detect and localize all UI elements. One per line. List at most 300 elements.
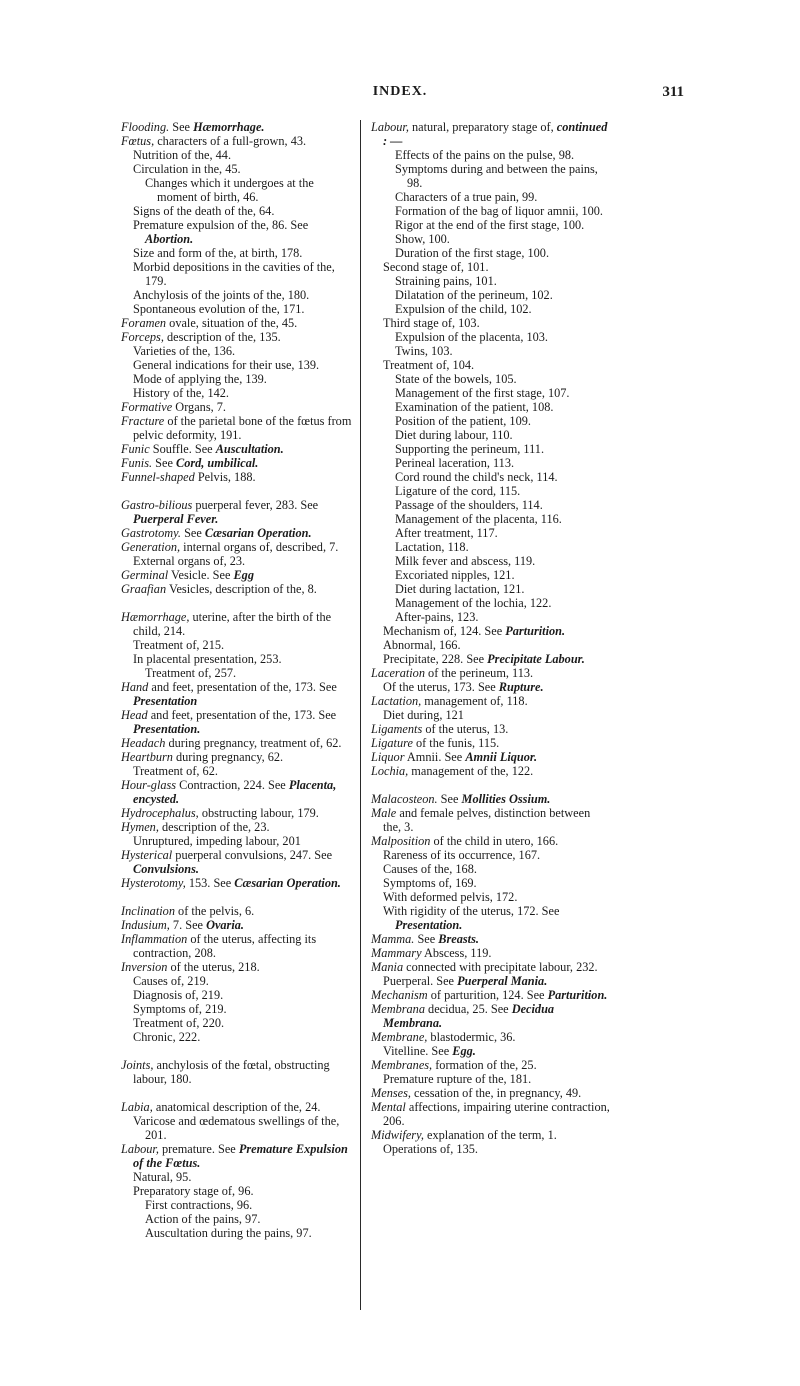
entry-text: Nutrition of the, 44.	[133, 148, 232, 162]
index-subentry	[121, 1114, 354, 1142]
entry-text: Circulation in the, 45.	[133, 162, 241, 176]
entry-text: 7. See	[169, 918, 207, 932]
index-subentry	[121, 1184, 354, 1198]
index-entry	[121, 400, 354, 414]
entry-text: characters of a full-grown, 43.	[154, 134, 307, 148]
entry-headword: Flooding.	[121, 120, 170, 134]
entry-headword: Gastro-bilious	[121, 498, 193, 512]
index-subentry	[121, 554, 354, 568]
index-entry	[371, 1002, 611, 1030]
index-entry	[371, 750, 611, 764]
index-subentry	[121, 974, 354, 988]
index-subentry	[121, 288, 354, 302]
entry-headword: Hæmorrhage,	[121, 610, 190, 624]
cross-reference: continued : —	[383, 120, 608, 148]
index-entry	[371, 960, 611, 974]
entry-text: description of the, 23.	[158, 820, 270, 834]
index-subentry	[371, 386, 611, 400]
index-subentry	[121, 372, 354, 386]
index-subentry	[371, 540, 611, 554]
cross-reference: Puerperal Mania.	[457, 974, 548, 988]
entry-headword: Inflammation	[121, 932, 188, 946]
entry-text: State of the bowels, 105.	[395, 372, 517, 386]
index-entry	[371, 736, 611, 750]
index-subentry	[371, 1072, 611, 1086]
entry-headword: Mechanism	[371, 988, 428, 1002]
entry-headword: Mamma.	[371, 932, 415, 946]
index-entry	[371, 666, 611, 680]
index-entry	[121, 582, 354, 596]
cross-reference: Convulsions.	[133, 862, 199, 876]
index-subentry	[121, 666, 354, 680]
index-subentry	[121, 988, 354, 1002]
section-gap	[121, 596, 354, 610]
entry-text: After-pains, 123.	[395, 610, 479, 624]
entry-text: Vesicles, description of the, 8.	[166, 582, 317, 596]
entry-text: Position of the patient, 109.	[395, 414, 531, 428]
entry-headword: Hydrocephalus,	[121, 806, 199, 820]
entry-text: Amnii. See	[404, 750, 466, 764]
entry-text: Preparatory stage of, 96.	[133, 1184, 254, 1198]
index-entry	[121, 708, 354, 736]
entry-text: Contraction, 224. See	[176, 778, 289, 792]
entry-text: External organs of, 23.	[133, 554, 246, 568]
index-subentry	[371, 274, 611, 288]
entry-headword: Indusium,	[121, 918, 170, 932]
entry-text: Diagnosis of, 219.	[133, 988, 224, 1002]
entry-text: of the uterus, 13.	[422, 722, 509, 736]
entry-text: Puerperal. See	[383, 974, 458, 988]
entry-text: management of the, 122.	[408, 764, 534, 778]
entry-text: Straining pains, 101.	[395, 274, 497, 288]
index-entry	[121, 330, 354, 344]
entry-headword: Mental	[371, 1100, 406, 1114]
entry-headword: Lactation,	[371, 694, 422, 708]
index-subentry	[121, 1030, 354, 1044]
index-subentry	[371, 400, 611, 414]
entry-text: Rigor at the end of the first stage, 100.	[395, 218, 585, 232]
cross-reference: Decidua Membrana.	[383, 1002, 555, 1030]
entry-headword: Funis.	[121, 456, 153, 470]
index-entry	[121, 134, 354, 148]
index-subentry	[121, 302, 354, 316]
cross-reference: Presentation	[133, 694, 198, 708]
entry-headword: Ligaments	[371, 722, 423, 736]
entry-text: Precipitate, 228. See	[383, 652, 488, 666]
entry-text: of the parietal bone of the fœtus from pelvic deformity, 191.	[133, 414, 352, 442]
entry-text: formation of the, 25.	[432, 1058, 537, 1072]
index-entry	[121, 1058, 354, 1086]
index-entry	[371, 792, 611, 806]
index-subentry	[121, 358, 354, 372]
entry-text: Examination of the patient, 108.	[395, 400, 554, 414]
index-entry	[371, 694, 611, 708]
entry-text: Spontaneous evolution of the, 171.	[133, 302, 305, 316]
entry-headword: Labour,	[371, 120, 409, 134]
entry-text: Changes which it undergoes at the moment of birth, 46.	[145, 176, 314, 204]
entry-text: Operations of, 135.	[383, 1142, 478, 1156]
entry-text: premature. See	[158, 1142, 239, 1156]
cross-reference: Parturition.	[547, 988, 608, 1002]
index-subentry	[371, 582, 611, 596]
entry-text: of the perineum, 113.	[424, 666, 534, 680]
index-entry	[121, 778, 354, 806]
entry-text: Rareness of its occurrence, 167.	[383, 848, 541, 862]
entry-text: Premature expulsion of the, 86. See	[133, 218, 309, 232]
index-entry	[371, 1058, 611, 1072]
entry-headword: Membrana	[371, 1002, 425, 1016]
index-subentry	[121, 834, 354, 848]
entry-text: Organs, 7.	[172, 400, 226, 414]
entry-text: during pregnancy, treatment of, 62.	[165, 736, 342, 750]
entry-text: Chronic, 222.	[133, 1030, 201, 1044]
entry-text: Perineal laceration, 113.	[395, 456, 515, 470]
entry-text: General indications for their use, 139.	[133, 358, 320, 372]
entry-text: of the uterus, 218.	[167, 960, 260, 974]
entry-text: Unruptured, impeding labour, 201	[133, 834, 301, 848]
index-subentry	[121, 1198, 354, 1212]
entry-text: internal organs of, described, 7.	[180, 540, 339, 554]
entry-headword: Mammary	[371, 946, 422, 960]
entry-headword: Graafian	[121, 582, 167, 596]
index-subentry	[371, 316, 611, 330]
entry-headword: Lochia,	[371, 764, 409, 778]
index-subentry	[371, 204, 611, 218]
index-entry	[121, 120, 354, 134]
index-entry	[371, 932, 611, 946]
entry-text: See	[437, 792, 462, 806]
entry-text: during pregnancy, 62.	[172, 750, 284, 764]
entry-headword: Mania	[371, 960, 404, 974]
entry-text: Mode of applying the, 139.	[133, 372, 267, 386]
index-entry	[121, 414, 354, 442]
index-subentry	[371, 596, 611, 610]
entry-text: First contractions, 96.	[145, 1198, 253, 1212]
entry-text: of the uterus, affecting its contraction, 208.	[133, 932, 317, 960]
cross-reference: Presentation.	[133, 722, 201, 736]
cross-reference: Cæsarian Operation.	[204, 526, 312, 540]
entry-text: and feet, presentation of the, 173. See	[147, 708, 337, 722]
index-entry	[121, 1100, 354, 1114]
index-subentry	[371, 498, 611, 512]
index-entry	[121, 918, 354, 932]
index-subentry	[371, 456, 611, 470]
index-subentry	[371, 680, 611, 694]
index-subentry	[371, 288, 611, 302]
index-subentry	[371, 904, 611, 932]
index-subentry	[121, 148, 354, 162]
section-gap	[121, 1086, 354, 1100]
entry-headword: Menses,	[371, 1086, 411, 1100]
entry-text: Treatment of, 62.	[133, 764, 218, 778]
entry-headword: Foramen	[121, 316, 167, 330]
index-entry	[371, 1030, 611, 1044]
cross-reference: Mollities Ossium.	[461, 792, 551, 806]
entry-text: decidua, 25. See	[424, 1002, 512, 1016]
index-subentry	[371, 708, 611, 722]
index-subentry	[121, 638, 354, 652]
index-subentry	[371, 218, 611, 232]
entry-text: Natural, 95.	[133, 1170, 192, 1184]
index-subentry	[371, 554, 611, 568]
index-subentry	[371, 260, 611, 274]
index-subentry	[121, 1016, 354, 1030]
entry-headword: Funic	[121, 442, 150, 456]
entry-text: Milk fever and abscess, 119.	[395, 554, 536, 568]
index-subentry	[371, 232, 611, 246]
entry-headword: Membranes,	[371, 1058, 433, 1072]
index-subentry	[121, 246, 354, 260]
index-subentry	[371, 624, 611, 638]
entry-text: Management of the placenta, 116.	[395, 512, 562, 526]
index-subentry	[371, 246, 611, 260]
entry-text: Of the uterus, 173. See	[383, 680, 499, 694]
entry-text: affections, impairing uterine contraction, 206.	[383, 1100, 610, 1128]
entry-headword: Headach	[121, 736, 166, 750]
entry-text: Size and form of the, at birth, 178.	[133, 246, 303, 260]
entry-headword: Hysterical	[121, 848, 173, 862]
entry-headword: Germinal	[121, 568, 169, 582]
cross-reference: Cæsarian Operation.	[234, 876, 341, 890]
index-entry	[371, 988, 611, 1002]
entry-text: and female pelves, distinction between the, 3.	[383, 806, 591, 834]
entry-text: Varieties of the, 136.	[133, 344, 236, 358]
entry-headword: Membrane,	[371, 1030, 428, 1044]
index-entry	[121, 442, 354, 456]
page-number: 311	[662, 84, 684, 100]
index-entry	[371, 806, 611, 834]
cross-reference: Amnii Liquor.	[465, 750, 538, 764]
entry-headword: Joints,	[121, 1058, 154, 1072]
entry-text: explanation of the term, 1.	[423, 1128, 557, 1142]
entry-text: description of the, 135.	[163, 330, 281, 344]
entry-text: anchylosis of the fœtal, obstructing labour, 180.	[133, 1058, 330, 1086]
entry-text: With deformed pelvis, 172.	[383, 890, 518, 904]
entry-headword: Hysterotomy,	[121, 876, 186, 890]
page-header	[0, 84, 800, 108]
index-entry	[121, 750, 354, 764]
index-subentry	[371, 470, 611, 484]
entry-text: Show, 100.	[395, 232, 450, 246]
index-subentry	[371, 344, 611, 358]
entry-text: Twins, 103.	[395, 344, 453, 358]
entry-text: History of the, 142.	[133, 386, 229, 400]
index-entry	[121, 526, 354, 540]
entry-text: Causes of, 219.	[133, 974, 209, 988]
index-subentry	[371, 862, 611, 876]
entry-headword: Liquor	[371, 750, 405, 764]
index-subentry	[371, 372, 611, 386]
entry-headword: Laceration	[371, 666, 425, 680]
index-entry	[121, 960, 354, 974]
index-entry	[371, 1100, 611, 1128]
index-subentry	[121, 218, 354, 246]
index-entry	[121, 470, 354, 484]
index-subentry	[371, 428, 611, 442]
entry-headword: Gastrotomy.	[121, 526, 182, 540]
entry-text: Cord round the child's neck, 114.	[395, 470, 558, 484]
index-subentry	[371, 302, 611, 316]
entry-headword: Labour,	[121, 1142, 159, 1156]
entry-headword: Labia,	[121, 1100, 153, 1114]
entry-text: uterine, after the birth of the child, 214.	[133, 610, 332, 638]
index-subentry	[121, 176, 354, 204]
entry-text: of the pelvis, 6.	[174, 904, 255, 918]
index-subentry	[121, 652, 354, 666]
index-subentry	[121, 1170, 354, 1184]
index-subentry	[121, 764, 354, 778]
entry-headword: Fœtus,	[121, 134, 155, 148]
entry-headword: Forceps,	[121, 330, 164, 344]
entry-text: Dilatation of the perineum, 102.	[395, 288, 553, 302]
entry-text: Vesicle. See	[168, 568, 234, 582]
entry-headword: Hand	[121, 680, 149, 694]
index-entry	[121, 610, 354, 638]
entry-text: Vitelline. See	[383, 1044, 453, 1058]
index-subentry	[371, 652, 611, 666]
entry-text: See	[152, 456, 176, 470]
entry-text: of the child in utero, 166.	[430, 834, 559, 848]
index-entry	[121, 806, 354, 820]
right-index-column	[371, 120, 611, 1156]
entry-text: Souffle. See	[149, 442, 216, 456]
index-entry	[371, 1128, 611, 1142]
index-entry	[121, 680, 354, 708]
entry-text: Treatment of, 104.	[383, 358, 475, 372]
entry-text: and feet, presentation of the, 173. See	[148, 680, 337, 694]
index-subentry	[121, 344, 354, 358]
index-subentry	[371, 610, 611, 624]
index-subentry	[121, 204, 354, 218]
index-entry	[121, 876, 354, 890]
index-subentry	[121, 1002, 354, 1016]
index-entry	[121, 316, 354, 330]
cross-reference: Breasts.	[438, 932, 479, 946]
entry-text: anatomical description of the, 24.	[152, 1100, 321, 1114]
index-entry	[371, 946, 611, 960]
entry-text: Lactation, 118.	[395, 540, 469, 554]
entry-text: Management of the lochia, 122.	[395, 596, 552, 610]
entry-text: Symptoms of, 219.	[133, 1002, 227, 1016]
entry-text: Diet during lactation, 121.	[395, 582, 525, 596]
entry-text: Anchylosis of the joints of the, 180.	[133, 288, 310, 302]
entry-text: management of, 118.	[421, 694, 528, 708]
index-subentry	[371, 890, 611, 904]
entry-text: Morbid depositions in the cavities of the, 179.	[133, 260, 335, 288]
column-divider	[360, 120, 361, 1310]
entry-text: 153. See	[185, 876, 235, 890]
entry-text: Treatment of, 257.	[145, 666, 237, 680]
entry-text: Symptoms during and between the pains, 98.	[395, 162, 598, 190]
entry-text: cessation of the, in pregnancy, 49.	[410, 1086, 582, 1100]
entry-headword: Malacosteon.	[371, 792, 438, 806]
entry-text: Ligature of the cord, 115.	[395, 484, 521, 498]
entry-headword: Generation,	[121, 540, 181, 554]
index-subentry	[371, 1044, 611, 1058]
index-subentry	[371, 526, 611, 540]
entry-headword: Inclination	[121, 904, 175, 918]
index-subentry	[371, 162, 611, 190]
entry-text: Excoriated nipples, 121.	[395, 568, 515, 582]
entry-text: Mechanism of, 124. See	[383, 624, 506, 638]
entry-text: Treatment of, 215.	[133, 638, 225, 652]
index-entry	[121, 904, 354, 918]
entry-text: Causes of the, 168.	[383, 862, 477, 876]
entry-text: Management of the first stage, 107.	[395, 386, 570, 400]
index-entry	[121, 456, 354, 470]
entry-headword: Head	[121, 708, 148, 722]
entry-headword: Inversion	[121, 960, 168, 974]
index-subentry	[371, 414, 611, 428]
entry-text: Varicose and œdematous swellings of the, 201.	[133, 1114, 340, 1142]
index-entry	[121, 736, 354, 750]
index-subentry	[371, 974, 611, 988]
index-entry	[121, 848, 354, 876]
entry-text: After treatment, 117.	[395, 526, 498, 540]
cross-reference: Egg.	[452, 1044, 476, 1058]
section-gap	[121, 1044, 354, 1058]
index-subentry	[371, 190, 611, 204]
cross-reference: Ovaria.	[206, 918, 244, 932]
entry-text: connected with precipitate labour, 232.	[403, 960, 598, 974]
entry-text: See	[169, 120, 194, 134]
cross-reference: Cord, umbilical.	[176, 456, 259, 470]
entry-headword: Hour-glass	[121, 778, 177, 792]
cross-reference: Precipitate Labour.	[487, 652, 585, 666]
entry-text: puerperal convulsions, 247. See	[172, 848, 333, 862]
index-subentry	[371, 512, 611, 526]
index-subentry	[121, 1212, 354, 1226]
entry-text: Abnormal, 166.	[383, 638, 461, 652]
index-entry	[121, 820, 354, 834]
entry-text: Expulsion of the placenta, 103.	[395, 330, 548, 344]
entry-text: Signs of the death of the, 64.	[133, 204, 275, 218]
index-subentry	[371, 568, 611, 582]
entry-text: of parturition, 124. See	[427, 988, 548, 1002]
entry-headword: Fracture	[121, 414, 165, 428]
entry-text: Second stage of, 101.	[383, 260, 489, 274]
entry-text: Duration of the first stage, 100.	[395, 246, 550, 260]
entry-headword: Funnel-shaped	[121, 470, 195, 484]
index-entry	[371, 1086, 611, 1100]
entry-text: puerperal fever, 283. See	[192, 498, 319, 512]
index-subentry	[371, 484, 611, 498]
entry-headword: Formative	[121, 400, 173, 414]
index-entry	[121, 568, 354, 582]
entry-text: Passage of the shoulders, 114.	[395, 498, 543, 512]
entry-text: Third stage of, 103.	[383, 316, 480, 330]
entry-text: Formation of the bag of liquor amnii, 100.	[395, 204, 603, 218]
index-subentry	[371, 442, 611, 456]
index-entry	[121, 540, 354, 554]
index-subentry	[371, 1142, 611, 1156]
section-gap	[121, 890, 354, 904]
index-entry	[371, 120, 611, 148]
index-entry	[371, 834, 611, 848]
index-subentry	[121, 386, 354, 400]
entry-text: Expulsion of the child, 102.	[395, 302, 532, 316]
index-entry	[371, 722, 611, 736]
entry-text: With rigidity of the uterus, 172. See	[383, 904, 560, 918]
entry-text: Treatment of, 220.	[133, 1016, 225, 1030]
index-entry	[121, 1142, 354, 1170]
cross-reference: Hæmorrhage.	[193, 120, 265, 134]
running-title: INDEX.	[372, 84, 428, 99]
index-subentry	[371, 638, 611, 652]
entry-text: obstructing labour, 179.	[198, 806, 319, 820]
entry-text: Diet during, 121	[383, 708, 464, 722]
section-gap	[121, 484, 354, 498]
